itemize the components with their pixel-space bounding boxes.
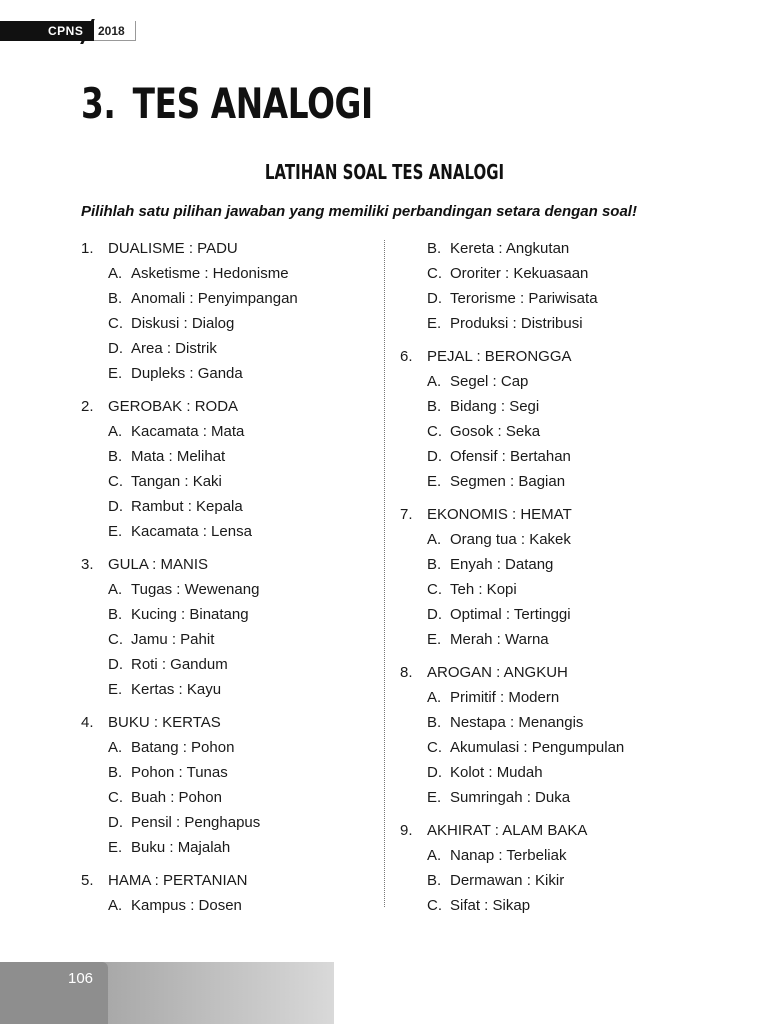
option-letter: B.: [108, 606, 123, 623]
option-letter: E.: [108, 839, 123, 856]
option-letter: B.: [427, 556, 442, 573]
option-letter: D.: [108, 340, 123, 357]
answer-option: [400, 577, 700, 602]
question-item: [400, 818, 700, 918]
answer-option: [81, 419, 381, 444]
answer-option: [400, 311, 700, 336]
question-stem-text: GULA : MANIS: [108, 556, 209, 573]
question-stem-text: PEJAL : BERONGGA: [427, 348, 572, 365]
option-text: Sumringah : Duka: [450, 789, 571, 806]
option-text: Kucing : Binatang: [131, 606, 249, 623]
option-text: Tangan : Kaki: [131, 473, 222, 490]
question-stem-text: HAMA : PERTANIAN: [108, 872, 248, 889]
right-column: [400, 236, 700, 926]
question-number: 5.: [81, 872, 94, 889]
section-subtitle: LATIHAN SOAL TES ANALOGI: [264, 160, 504, 184]
question-stem: [81, 710, 381, 735]
question-item: [400, 502, 700, 652]
option-letter: D.: [108, 656, 123, 673]
answer-option: [81, 336, 381, 361]
option-text: Enyah : Datang: [450, 556, 554, 573]
option-letter: A.: [427, 373, 442, 390]
option-letter: B.: [108, 290, 123, 307]
option-text: Ofensif : Bertahan: [450, 448, 571, 465]
question-stem-text: AKHIRAT : ALAM BAKA: [427, 822, 588, 839]
question-5-continuation: [400, 236, 700, 336]
option-text: Mata : Melihat: [131, 448, 226, 465]
option-text: Pohon : Tunas: [131, 764, 228, 781]
answer-option: [81, 735, 381, 760]
answer-option: [400, 369, 700, 394]
option-letter: D.: [108, 498, 123, 515]
answer-option: [81, 810, 381, 835]
question-number: 8.: [400, 664, 413, 681]
answer-option: [400, 893, 700, 918]
option-text: Primitif : Modern: [450, 689, 560, 706]
answer-option: [81, 835, 381, 860]
answer-option: [400, 286, 700, 311]
option-letter: A.: [108, 897, 123, 914]
answer-option: [400, 419, 700, 444]
answer-option: [81, 602, 381, 627]
option-letter: E.: [427, 631, 442, 648]
answer-option: [81, 577, 381, 602]
option-letter: C.: [108, 315, 123, 332]
chapter-number: 3.: [81, 79, 116, 128]
option-text: Buku : Majalah: [131, 839, 231, 856]
option-letter: C.: [108, 631, 123, 648]
option-text: Kereta : Angkutan: [450, 240, 570, 257]
option-letter: D.: [427, 606, 442, 623]
answer-option: [400, 552, 700, 577]
question-number: 6.: [400, 348, 413, 365]
answer-option: [81, 627, 381, 652]
answer-option: [400, 261, 700, 286]
question-stem-text: DUALISME : PADU: [108, 240, 238, 257]
answer-option: [81, 785, 381, 810]
option-text: Kolot : Mudah: [450, 764, 543, 781]
option-text: Tugas : Wewenang: [131, 581, 260, 598]
answer-option: [400, 710, 700, 735]
option-letter: C.: [427, 423, 442, 440]
answer-option: [81, 652, 381, 677]
option-letter: B.: [427, 872, 442, 889]
option-text: Buah : Pohon: [131, 789, 222, 806]
option-text: Produksi : Distribusi: [450, 315, 583, 332]
answer-option: [400, 444, 700, 469]
option-text: Diskusi : Dialog: [131, 315, 235, 332]
option-letter: C.: [427, 581, 442, 598]
answer-option: [400, 469, 700, 494]
answer-option: [81, 893, 381, 918]
option-letter: E.: [427, 473, 442, 490]
option-letter: E.: [108, 365, 123, 382]
option-text: Dermawan : Kikir: [450, 872, 565, 889]
chapter-title-text: TES ANALOGI: [132, 79, 373, 128]
option-text: Nestapa : Menangis: [450, 714, 584, 731]
question-stem: [81, 868, 381, 893]
option-text: Asketisme : Hedonisme: [131, 265, 289, 282]
option-letter: D.: [108, 814, 123, 831]
option-text: Akumulasi : Pengumpulan: [450, 739, 625, 756]
option-letter: C.: [108, 789, 123, 806]
answer-option: [400, 527, 700, 552]
left-column: [81, 236, 381, 926]
option-text: Roti : Gandum: [131, 656, 228, 673]
option-letter: B.: [427, 240, 442, 257]
question-stem: [400, 818, 700, 843]
option-text: Batang : Pohon: [131, 739, 235, 756]
option-text: Jamu : Pahit: [131, 631, 215, 648]
option-letter: B.: [108, 448, 123, 465]
answer-option: [81, 311, 381, 336]
option-letter: A.: [108, 423, 123, 440]
header-year: 2018: [94, 21, 136, 41]
option-letter: A.: [427, 689, 442, 706]
option-letter: E.: [108, 523, 123, 540]
option-text: Segel : Cap: [450, 373, 529, 390]
option-text: Bidang : Segi: [450, 398, 540, 415]
question-item: [81, 868, 381, 918]
answer-option: [400, 868, 700, 893]
answer-option: [400, 735, 700, 760]
option-text: Kacamata : Mata: [131, 423, 245, 440]
option-text: Area : Distrik: [131, 340, 217, 357]
option-text: Dupleks : Ganda: [131, 365, 243, 382]
option-letter: B.: [427, 398, 442, 415]
option-text: Terorisme : Pariwisata: [450, 290, 598, 307]
option-letter: E.: [427, 315, 442, 332]
question-stem-text: BUKU : KERTAS: [108, 714, 221, 731]
question-stem-text: AROGAN : ANGKUH: [427, 664, 568, 681]
question-stem: [81, 552, 381, 577]
option-text: Nanap : Terbeliak: [450, 847, 567, 864]
header-brand: CPNS: [48, 24, 84, 38]
answer-option: [81, 469, 381, 494]
option-text: Anomali : Penyimpangan: [131, 290, 298, 307]
instruction-text: Pilihlah satu pilihan jawaban yang memiliki perbandingan setara dengan soal!: [81, 203, 637, 220]
option-letter: A.: [427, 531, 442, 548]
option-text: Orang tua : Kakek: [450, 531, 571, 548]
answer-option: [400, 843, 700, 868]
option-letter: D.: [427, 290, 442, 307]
question-item: [81, 552, 381, 702]
answer-option: [400, 760, 700, 785]
answer-option: [400, 394, 700, 419]
answer-option: [81, 286, 381, 311]
question-number: 1.: [81, 240, 94, 257]
answer-option: [81, 677, 381, 702]
option-letter: C.: [427, 265, 442, 282]
question-number: 2.: [81, 398, 94, 415]
option-letter: E.: [427, 789, 442, 806]
chapter-title: [81, 78, 373, 130]
option-letter: A.: [108, 581, 123, 598]
option-text: Kampus : Dosen: [131, 897, 242, 914]
option-letter: D.: [427, 448, 442, 465]
question-item: [400, 660, 700, 810]
answer-option: [400, 785, 700, 810]
option-letter: C.: [108, 473, 123, 490]
option-text: Pensil : Penghapus: [131, 814, 261, 831]
option-letter: E.: [108, 681, 123, 698]
option-letter: A.: [427, 847, 442, 864]
answer-option: [81, 444, 381, 469]
option-text: Kacamata : Lensa: [131, 523, 252, 540]
option-letter: A.: [108, 739, 123, 756]
question-stem: [81, 236, 381, 261]
option-letter: A.: [108, 265, 123, 282]
answer-option: [400, 685, 700, 710]
answer-option: [81, 361, 381, 386]
answer-option: [400, 602, 700, 627]
question-stem-text: EKONOMIS : HEMAT: [427, 506, 572, 523]
question-stem-text: GEROBAK : RODA: [108, 398, 239, 415]
option-text: Segmen : Bagian: [450, 473, 566, 490]
question-stem: [400, 344, 700, 369]
question-item: [81, 394, 381, 544]
option-text: Gosok : Seka: [450, 423, 541, 440]
page-number: 106: [68, 970, 94, 987]
answer-option: [81, 261, 381, 286]
question-item: [81, 710, 381, 860]
option-letter: D.: [427, 764, 442, 781]
question-stem: [400, 660, 700, 685]
option-text: Ororiter : Kekuasaan: [450, 265, 589, 282]
answer-option: [81, 494, 381, 519]
question-item: [81, 236, 381, 386]
option-letter: C.: [427, 739, 442, 756]
option-text: Kertas : Kayu: [131, 681, 222, 698]
option-text: Merah : Warna: [450, 631, 549, 648]
question-number: 9.: [400, 822, 413, 839]
answer-option: [81, 519, 381, 544]
answer-option: [81, 760, 381, 785]
option-letter: C.: [427, 897, 442, 914]
question-item: [400, 344, 700, 494]
option-text: Optimal : Tertinggi: [450, 606, 571, 623]
question-number: 3.: [81, 556, 94, 573]
option-text: Rambut : Kepala: [131, 498, 243, 515]
question-number: 7.: [400, 506, 413, 523]
option-text: Teh : Kopi: [450, 581, 517, 598]
column-divider: [384, 240, 385, 907]
question-stem: [81, 394, 381, 419]
question-stem: [400, 502, 700, 527]
option-text: Sifat : Sikap: [450, 897, 531, 914]
option-letter: B.: [108, 764, 123, 781]
answer-option: [400, 236, 700, 261]
option-letter: B.: [427, 714, 442, 731]
question-number: 4.: [81, 714, 94, 731]
answer-option: [400, 627, 700, 652]
